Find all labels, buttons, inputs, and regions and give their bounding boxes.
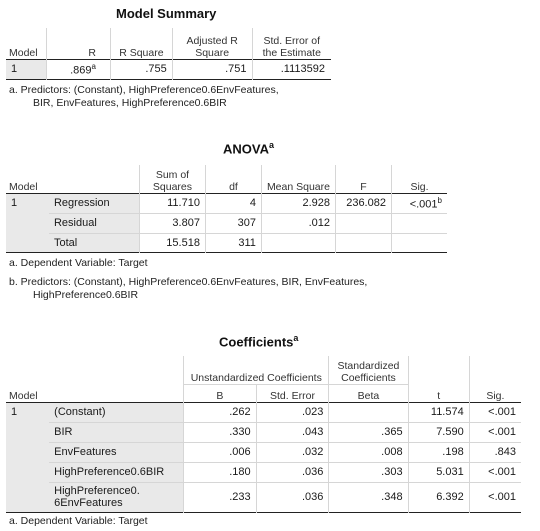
anova-note-b-line2: HighPreference0.6BIR [33, 289, 139, 301]
coef-cell-b: .006 [184, 442, 256, 462]
anova-cell-ss: 11.710 [139, 193, 205, 213]
anova-col-sig: Sig. [391, 165, 447, 193]
anova-cell-f: 236.082 [335, 193, 391, 213]
anova-col-ms: Mean Square [261, 165, 335, 193]
coef-cell-sig: <.001 [469, 482, 521, 512]
anova-col-df: df [205, 165, 261, 193]
coef-cell-t: 7.590 [408, 422, 469, 442]
anova-cell-sig [391, 233, 447, 252]
anova-cell-f [335, 233, 391, 252]
anova-cell-model [6, 213, 49, 233]
model-summary-row [6, 59, 331, 79]
coef-col-label-blank [49, 384, 184, 402]
anova-cell-label: Regression [49, 193, 139, 213]
cell-std-err: .1113592 [252, 59, 331, 79]
coef-cell-model: 1 [6, 402, 49, 422]
coef-col-sig-top [469, 356, 521, 384]
anova-row-regression [6, 193, 447, 213]
anova-cell-ms: 2.928 [261, 193, 335, 213]
coef-cell-b: .262 [184, 402, 256, 422]
col-header-r-square: R Square [110, 28, 172, 59]
coef-col-se: Std. Error [256, 384, 329, 402]
model-summary-note-line1: a. Predictors: (Constant), HighPreference0.6EnvFeatures, [9, 84, 279, 96]
coefficients-title: Coefficients$^a$ [219, 333, 299, 350]
anova-cell-f [335, 213, 391, 233]
coef-cell-se: .023 [256, 402, 329, 422]
anova-cell-ss: 3.807 [139, 213, 205, 233]
coef-cell-b: .180 [184, 462, 256, 482]
anova-cell-sig [391, 213, 447, 233]
anova-cell-ms: .012 [261, 213, 335, 233]
coef-cell-t: 11.574 [408, 402, 469, 422]
col-header-std-err [252, 28, 331, 59]
col-header-model: Model [9, 46, 38, 59]
coef-col-beta: Beta [329, 384, 408, 402]
anova-col-model: Model [9, 180, 38, 193]
coef-col-model-label: Model [9, 389, 38, 402]
coef-label-line1: HighPreference0. [54, 485, 140, 497]
anova-col-ss [139, 165, 205, 193]
coef-cell-label: HighPreference0.6BIR [49, 462, 184, 482]
coef-cell-label: (Constant) [49, 402, 184, 422]
coef-col-label [49, 356, 184, 384]
std-err-line2: the Estimate [262, 46, 321, 59]
anova-note-a: a. Dependent Variable: Target [9, 257, 148, 269]
coef-col-b: B [184, 384, 256, 402]
anova-cell-df: 311 [205, 233, 261, 252]
coef-cell-sig: .843 [469, 442, 521, 462]
coef-col-t-top [408, 356, 469, 384]
anova-cell-df: 307 [205, 213, 261, 233]
adj-r-square-line1: Adjusted R [186, 34, 238, 47]
cell-adj-r-square: .751 [172, 59, 252, 79]
coef-cell-t: 6.392 [408, 482, 469, 512]
model-summary-table [6, 28, 331, 80]
anova-cell-model [6, 233, 49, 252]
coef-cell-se: .036 [256, 482, 329, 512]
anova-col-f: F [335, 165, 391, 193]
cell-model: 1 [6, 59, 47, 79]
col-header-adj-r-square [172, 28, 252, 59]
std-err-line1: Std. Error of [263, 34, 321, 47]
anova-cell-df: 4 [205, 193, 261, 213]
coef-row-envfeatures [6, 442, 521, 462]
anova-row-total [6, 233, 447, 252]
anova-cell-ms [261, 233, 335, 252]
cell-r-square: .755 [110, 59, 172, 79]
coef-col-std [329, 356, 408, 384]
coef-cell-beta [329, 402, 408, 422]
coef-col-model [6, 356, 49, 384]
anova-row-residual [6, 213, 447, 233]
coef-row-highpref-bir [6, 462, 521, 482]
col-header-r: R [47, 28, 111, 59]
coef-cell-sig: <.001 [469, 462, 521, 482]
anova-title: ANOVA$^a$ [223, 140, 274, 157]
coef-cell-se: .036 [256, 462, 329, 482]
anova-cell-label: Total [49, 233, 139, 252]
coef-label-line2: 6EnvFeatures [54, 497, 123, 509]
coef-cell-label: BIR [49, 422, 184, 442]
coef-cell-sig: <.001 [469, 402, 521, 422]
coefficients-note-a: a. Dependent Variable: Target [9, 515, 148, 527]
anova-col-label [49, 165, 139, 193]
coef-row-constant [6, 402, 521, 422]
coef-cell-se: .043 [256, 422, 329, 442]
coef-row-highpref-env [6, 482, 521, 512]
coef-row-bir [6, 422, 521, 442]
coef-col-t: t [408, 384, 469, 402]
coef-std-line2: Coefficients [341, 371, 396, 384]
coef-cell-model [6, 482, 49, 512]
anova-cell-ss: 15.518 [139, 233, 205, 252]
coef-cell-b: .233 [184, 482, 256, 512]
coef-cell-label [49, 482, 184, 512]
anova-table [6, 165, 447, 253]
coef-cell-sig: <.001 [469, 422, 521, 442]
coef-col-sig: Sig. [469, 384, 521, 402]
anova-note-b-line1: b. Predictors: (Constant), HighPreference0.6EnvFeatures, BIR, EnvFeatures, [9, 276, 368, 288]
coef-cell-model [6, 442, 49, 462]
coef-cell-model [6, 422, 49, 442]
coef-col-unstd: Unstandardized Coefficients [184, 356, 329, 384]
cell-r: .869$^a$ [47, 59, 111, 79]
model-summary-note-line2: BIR, EnvFeatures, HighPreference0.6BIR [33, 97, 227, 109]
coef-std-line1: Standardized [337, 359, 400, 372]
anova-cell-label: Residual [49, 213, 139, 233]
coef-cell-b: .330 [184, 422, 256, 442]
coef-cell-beta: .008 [329, 442, 408, 462]
anova-ss-line1: Sum of [155, 168, 190, 181]
coef-cell-t: 5.031 [408, 462, 469, 482]
coef-cell-label: EnvFeatures [49, 442, 184, 462]
coef-cell-beta: .303 [329, 462, 408, 482]
coef-cell-t: .198 [408, 442, 469, 462]
anova-cell-sig: <.001$^b$ [391, 193, 447, 213]
coef-cell-se: .032 [256, 442, 329, 462]
coefficients-table [6, 356, 521, 513]
anova-ss-line2: Squares [152, 180, 193, 193]
coef-cell-model [6, 462, 49, 482]
coef-cell-beta: .365 [329, 422, 408, 442]
anova-cell-model: 1 [6, 193, 49, 213]
coef-cell-beta: .348 [329, 482, 408, 512]
model-summary-title: Model Summary [116, 6, 217, 21]
adj-r-square-line2: Square [195, 46, 230, 59]
